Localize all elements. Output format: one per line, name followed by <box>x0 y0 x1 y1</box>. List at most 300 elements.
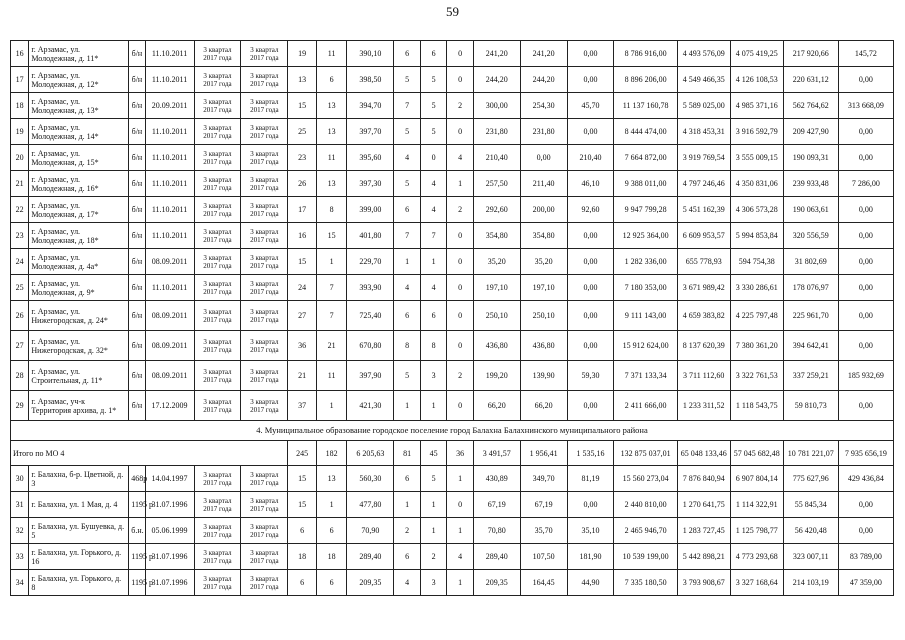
total-cell: 6 205,63 <box>347 441 394 466</box>
total-cell: 3 491,57 <box>473 441 520 466</box>
table-cell: 0,00 <box>838 492 893 518</box>
table-cell: 26 <box>288 171 317 197</box>
table-cell: 1 <box>447 518 474 544</box>
row-number: 29 <box>11 391 29 421</box>
document-number-cell: б/н <box>129 197 145 223</box>
table-cell: 3 711 112,60 <box>677 361 730 391</box>
resettlement-quarter-cell: 3 квартал 2017 года <box>241 301 288 331</box>
table-cell: 15 <box>288 249 317 275</box>
table-cell: 209,35 <box>347 570 394 596</box>
table-cell: 5 <box>420 119 447 145</box>
table-cell: 289,40 <box>347 544 394 570</box>
table-cell: 313 668,09 <box>838 93 893 119</box>
planned-quarter-cell: 3 квартал 2017 года <box>194 391 241 421</box>
table-cell: 81,19 <box>567 466 614 492</box>
resettlement-quarter-cell: 3 квартал 2017 года <box>241 67 288 93</box>
document-date-cell: 08.09.2011 <box>145 249 194 275</box>
table-cell: 15 <box>316 223 347 249</box>
table-cell: 562 764,62 <box>783 93 838 119</box>
table-cell: 1 <box>420 391 447 421</box>
table-cell: 11 137 160,78 <box>614 93 677 119</box>
table-cell: 3 <box>420 361 447 391</box>
table-cell: 4 773 293,68 <box>730 544 783 570</box>
table-cell: 0 <box>447 331 474 361</box>
table-cell: 1 <box>316 249 347 275</box>
table-cell: 199,20 <box>473 361 520 391</box>
table-cell: 0,00 <box>838 331 893 361</box>
total-cell: 45 <box>420 441 447 466</box>
table-cell: 0,00 <box>838 275 893 301</box>
document-number-cell: б/н <box>129 119 145 145</box>
table-cell: 0 <box>447 391 474 421</box>
document-number-cell: б/н <box>129 275 145 301</box>
table-cell: 47 359,00 <box>838 570 893 596</box>
table-cell: 6 <box>420 301 447 331</box>
table-cell: 7 180 353,00 <box>614 275 677 301</box>
table-cell: 397,70 <box>347 119 394 145</box>
table-cell: 10 539 199,00 <box>614 544 677 570</box>
row-number: 21 <box>11 171 29 197</box>
document-number-cell: б/н <box>129 331 145 361</box>
table-cell: 6 <box>316 518 347 544</box>
table-cell: 430,89 <box>473 466 520 492</box>
table-cell: 70,80 <box>473 518 520 544</box>
table-cell: 83 789,00 <box>838 544 893 570</box>
address-cell: г. Арзамас, ул. Молодежная, д. 11* <box>29 41 129 67</box>
table-cell: 21 <box>288 361 317 391</box>
table-cell: 190 063,61 <box>783 197 838 223</box>
document-date-cell: 17.12.2009 <box>145 391 194 421</box>
table-cell: 0,00 <box>838 518 893 544</box>
table-cell: 211,40 <box>520 171 567 197</box>
table-cell: 3 322 761,53 <box>730 361 783 391</box>
table-cell: 4 <box>447 145 474 171</box>
total-cell: 132 875 037,01 <box>614 441 677 466</box>
table-cell: 185 932,69 <box>838 361 893 391</box>
table-cell: 6 <box>394 197 421 223</box>
table-cell: 220 631,12 <box>783 67 838 93</box>
table-cell: 0,00 <box>838 223 893 249</box>
table-cell: 1 <box>420 518 447 544</box>
row-number: 27 <box>11 331 29 361</box>
table-cell: 2 <box>447 197 474 223</box>
table-cell: 1 <box>420 249 447 275</box>
table-cell: 354,80 <box>473 223 520 249</box>
table-cell: 17 <box>288 197 317 223</box>
table-cell: 67,19 <box>473 492 520 518</box>
table-cell: 18 <box>316 544 347 570</box>
table-cell: 67,19 <box>520 492 567 518</box>
table-cell: 21 <box>316 331 347 361</box>
planned-quarter-cell: 3 квартал 2017 года <box>194 466 241 492</box>
total-cell: 1 535,16 <box>567 441 614 466</box>
table-cell: 4 350 831,06 <box>730 171 783 197</box>
table-cell: 13 <box>316 466 347 492</box>
resettlement-quarter-cell: 3 квартал 2017 года <box>241 544 288 570</box>
planned-quarter-cell: 3 квартал 2017 года <box>194 570 241 596</box>
total-cell: 81 <box>394 441 421 466</box>
table-cell: 139,90 <box>520 361 567 391</box>
table-cell: 0,00 <box>838 145 893 171</box>
table-cell: 398,50 <box>347 67 394 93</box>
table-cell: 0,00 <box>567 223 614 249</box>
table-cell: 560,30 <box>347 466 394 492</box>
row-number: 17 <box>11 67 29 93</box>
table-cell: 18 <box>288 544 317 570</box>
table-row <box>11 492 894 518</box>
table-cell: 66,20 <box>473 391 520 421</box>
address-cell: г. Арзамас, ул. Нижегородская, д. 24* <box>29 301 129 331</box>
address-cell: г. Арзамас, ул. Молодежная, д. 13* <box>29 93 129 119</box>
table-cell: 250,10 <box>473 301 520 331</box>
table-cell: 0,00 <box>567 119 614 145</box>
table-cell: 9 947 799,28 <box>614 197 677 223</box>
resettlement-quarter-cell: 3 квартал 2017 года <box>241 518 288 544</box>
table-cell: 70,90 <box>347 518 394 544</box>
resettlement-quarter-cell: 3 квартал 2017 года <box>241 93 288 119</box>
row-number: 18 <box>11 93 29 119</box>
table-cell: 7 876 840,94 <box>677 466 730 492</box>
table-cell: 241,20 <box>520 41 567 67</box>
table-cell: 225 961,70 <box>783 301 838 331</box>
address-cell: г. Арзамас, ул. Молодежная, д. 4а* <box>29 249 129 275</box>
table-cell: 7 <box>316 275 347 301</box>
table-cell: 2 <box>447 361 474 391</box>
document-date-cell: 11.10.2011 <box>145 119 194 145</box>
table-row <box>11 145 894 171</box>
table-cell: 0,00 <box>520 145 567 171</box>
table-cell: 725,40 <box>347 301 394 331</box>
table-cell: 0,00 <box>838 301 893 331</box>
table-cell: 15 912 624,00 <box>614 331 677 361</box>
total-row <box>11 441 894 466</box>
document-date-cell: 11.10.2011 <box>145 171 194 197</box>
total-label: Итого по МО 4 <box>11 441 288 466</box>
table-row <box>11 466 894 492</box>
row-number: 28 <box>11 361 29 391</box>
document-date-cell: 31.07.1996 <box>145 492 194 518</box>
table-cell: 13 <box>316 171 347 197</box>
table-cell: 190 093,31 <box>783 145 838 171</box>
planned-quarter-cell: 3 квартал 2017 года <box>194 331 241 361</box>
document-date-cell: 14.04.1997 <box>145 466 194 492</box>
table-cell: 4 318 453,31 <box>677 119 730 145</box>
document-date-cell: 11.10.2011 <box>145 275 194 301</box>
table-cell: 5 451 162,39 <box>677 197 730 223</box>
table-cell: 145,72 <box>838 41 893 67</box>
table-row <box>11 391 894 421</box>
table-cell: 3 <box>420 570 447 596</box>
table-cell: 399,00 <box>347 197 394 223</box>
table-cell: 8 <box>316 197 347 223</box>
table-cell: 107,50 <box>520 544 567 570</box>
address-cell: г. Балахна, ул. Бушуевка, д. 5 <box>29 518 129 544</box>
table-cell: 477,80 <box>347 492 394 518</box>
document-number-cell: 1195 р <box>129 544 145 570</box>
document-date-cell: 11.10.2011 <box>145 197 194 223</box>
document-number-cell: б/н <box>129 145 145 171</box>
table-cell: 0 <box>447 275 474 301</box>
document-date-cell: 11.10.2011 <box>145 145 194 171</box>
table-cell: 323 007,11 <box>783 544 838 570</box>
planned-quarter-cell: 3 квартал 2017 года <box>194 119 241 145</box>
table-cell: 4 306 573,28 <box>730 197 783 223</box>
table-cell: 19 <box>288 41 317 67</box>
table-cell: 59 810,73 <box>783 391 838 421</box>
table-cell: 6 <box>394 41 421 67</box>
row-number: 25 <box>11 275 29 301</box>
table-cell: 5 589 025,00 <box>677 93 730 119</box>
row-number: 23 <box>11 223 29 249</box>
table-cell: 7 286,00 <box>838 171 893 197</box>
table-cell: 436,80 <box>473 331 520 361</box>
table-cell: 8 896 206,00 <box>614 67 677 93</box>
table-cell: 181,90 <box>567 544 614 570</box>
table-cell: 231,80 <box>520 119 567 145</box>
page-number: 59 <box>446 4 459 19</box>
planned-quarter-cell: 3 квартал 2017 года <box>194 518 241 544</box>
table-cell: 56 420,48 <box>783 518 838 544</box>
table-cell: 59,30 <box>567 361 614 391</box>
table-cell: 4 549 466,35 <box>677 67 730 93</box>
table-cell: 5 <box>420 67 447 93</box>
row-number: 16 <box>11 41 29 67</box>
table-cell: 390,10 <box>347 41 394 67</box>
section-row <box>11 421 894 441</box>
table-cell: 397,30 <box>347 171 394 197</box>
table-cell: 8 137 620,39 <box>677 331 730 361</box>
table-cell: 0,00 <box>838 67 893 93</box>
table-body-mo3 <box>11 41 894 421</box>
table-cell: 436,80 <box>520 331 567 361</box>
table-cell: 5 <box>420 93 447 119</box>
table-cell: 0 <box>447 119 474 145</box>
table-cell: 44,90 <box>567 570 614 596</box>
total-cell: 65 048 133,46 <box>677 441 730 466</box>
table-cell: 6 <box>288 570 317 596</box>
table-cell: 0 <box>447 41 474 67</box>
planned-quarter-cell: 3 квартал 2017 года <box>194 223 241 249</box>
table-cell: 7 <box>316 301 347 331</box>
table-cell: 35,20 <box>473 249 520 275</box>
table-cell: 45,70 <box>567 93 614 119</box>
table-cell: 1 282 336,00 <box>614 249 677 275</box>
document-date-cell: 08.09.2011 <box>145 301 194 331</box>
table-cell: 6 907 804,14 <box>730 466 783 492</box>
document-number-cell: б/н <box>129 391 145 421</box>
table-cell: 16 <box>288 223 317 249</box>
table-cell: 92,60 <box>567 197 614 223</box>
table-cell: 421,30 <box>347 391 394 421</box>
table-cell: 1 270 641,75 <box>677 492 730 518</box>
row-number: 24 <box>11 249 29 275</box>
table-cell: 1 118 543,75 <box>730 391 783 421</box>
table-cell: 178 076,97 <box>783 275 838 301</box>
address-cell: г. Балахна, ул. 1 Мая, д. 4 <box>29 492 129 518</box>
table-cell: 217 920,66 <box>783 41 838 67</box>
planned-quarter-cell: 3 квартал 2017 года <box>194 171 241 197</box>
table-cell: 0,00 <box>838 119 893 145</box>
table-cell: 401,80 <box>347 223 394 249</box>
table-cell: 4 <box>394 275 421 301</box>
table-cell: 3 671 989,42 <box>677 275 730 301</box>
table-cell: 0 <box>447 492 474 518</box>
table-cell: 0,00 <box>567 41 614 67</box>
table-cell: 0 <box>420 145 447 171</box>
document-number-cell: б/н <box>129 301 145 331</box>
table-cell: 164,45 <box>520 570 567 596</box>
table-row <box>11 301 894 331</box>
resettlement-quarter-cell: 3 квартал 2017 года <box>241 361 288 391</box>
table-row <box>11 275 894 301</box>
table-cell: 37 <box>288 391 317 421</box>
table-cell: 7 371 133,34 <box>614 361 677 391</box>
table-cell: 8 <box>394 331 421 361</box>
table-cell: 25 <box>288 119 317 145</box>
table-cell: 2 <box>394 518 421 544</box>
document-number-cell: 1195 р <box>129 492 145 518</box>
table-row <box>11 249 894 275</box>
table-cell: 4 <box>394 145 421 171</box>
total-cell: 7 935 656,19 <box>838 441 893 466</box>
table-cell: 4 <box>420 275 447 301</box>
table-cell: 209 427,90 <box>783 119 838 145</box>
table-cell: 1 <box>394 249 421 275</box>
table-cell: 1 283 727,45 <box>677 518 730 544</box>
resettlement-quarter-cell: 3 квартал 2017 года <box>241 145 288 171</box>
table-cell: 15 560 273,04 <box>614 466 677 492</box>
table-cell: 13 <box>316 93 347 119</box>
table-cell: 0 <box>447 249 474 275</box>
row-number: 20 <box>11 145 29 171</box>
table-cell: 4 <box>447 544 474 570</box>
table-cell: 655 778,93 <box>677 249 730 275</box>
table-cell: 0,00 <box>838 197 893 223</box>
table-cell: 349,70 <box>520 466 567 492</box>
table-cell: 394 642,41 <box>783 331 838 361</box>
table-cell: 5 442 898,21 <box>677 544 730 570</box>
table-cell: 1 233 311,52 <box>677 391 730 421</box>
table-cell: 300,00 <box>473 93 520 119</box>
table-row <box>11 518 894 544</box>
table-row <box>11 544 894 570</box>
table-cell: 0 <box>447 67 474 93</box>
table-row <box>11 171 894 197</box>
address-cell: г. Арзамас, ул. Молодежная, д. 17* <box>29 197 129 223</box>
resettlement-quarter-cell: 3 квартал 2017 года <box>241 249 288 275</box>
table-cell: 66,20 <box>520 391 567 421</box>
resettlement-quarter-cell: 3 квартал 2017 года <box>241 41 288 67</box>
resettlement-quarter-cell: 3 квартал 2017 года <box>241 570 288 596</box>
table-cell: 209,35 <box>473 570 520 596</box>
table-cell: 775 627,96 <box>783 466 838 492</box>
address-cell: г. Арзамас, ул. Молодежная, д. 12* <box>29 67 129 93</box>
section-title: 4. Муниципальное образование городское поселение город Балахна Балахнинского муниципального района <box>11 421 894 441</box>
table-cell: 0,00 <box>838 249 893 275</box>
table-cell: 670,80 <box>347 331 394 361</box>
table-cell: 55 845,34 <box>783 492 838 518</box>
total-cell: 245 <box>288 441 317 466</box>
table-cell: 0,00 <box>567 275 614 301</box>
resettlement-quarter-cell: 3 квартал 2017 года <box>241 223 288 249</box>
table-cell: 3 793 908,67 <box>677 570 730 596</box>
table-cell: 4 659 383,82 <box>677 301 730 331</box>
table-cell: 4 <box>420 197 447 223</box>
table-cell: 289,40 <box>473 544 520 570</box>
table-cell: 3 919 769,54 <box>677 145 730 171</box>
resettlement-quarter-cell: 3 квартал 2017 года <box>241 391 288 421</box>
planned-quarter-cell: 3 квартал 2017 года <box>194 145 241 171</box>
table-cell: 2 411 666,00 <box>614 391 677 421</box>
table-cell: 395,60 <box>347 145 394 171</box>
table-cell: 15 <box>288 466 317 492</box>
table-cell: 35,70 <box>520 518 567 544</box>
table-cell: 3 327 168,64 <box>730 570 783 596</box>
document-number-cell: б.н. <box>129 518 145 544</box>
table-cell: 337 259,21 <box>783 361 838 391</box>
table-row <box>11 197 894 223</box>
table-cell: 0,00 <box>567 301 614 331</box>
table-cell: 200,00 <box>520 197 567 223</box>
resettlement-quarter-cell: 3 квартал 2017 года <box>241 197 288 223</box>
table-cell: 11 <box>316 361 347 391</box>
planned-quarter-cell: 3 квартал 2017 года <box>194 249 241 275</box>
table-cell: 7 664 872,00 <box>614 145 677 171</box>
planned-quarter-cell: 3 квартал 2017 года <box>194 492 241 518</box>
planned-quarter-cell: 3 квартал 2017 года <box>194 93 241 119</box>
document-number-cell: б/н <box>129 361 145 391</box>
table-cell: 1 <box>394 391 421 421</box>
table-cell: 36 <box>288 331 317 361</box>
table-cell: 2 <box>420 544 447 570</box>
table-cell: 15 <box>288 492 317 518</box>
document-date-cell: 11.10.2011 <box>145 41 194 67</box>
document-number-cell: б/н <box>129 67 145 93</box>
table-cell: 3 916 592,79 <box>730 119 783 145</box>
planned-quarter-cell: 3 квартал 2017 года <box>194 67 241 93</box>
table-cell: 6 <box>420 41 447 67</box>
table-cell: 197,10 <box>520 275 567 301</box>
row-number: 34 <box>11 570 29 596</box>
total-cell: 182 <box>316 441 347 466</box>
table-cell: 5 <box>420 466 447 492</box>
table-cell: 4 225 797,48 <box>730 301 783 331</box>
table-cell: 0,00 <box>567 67 614 93</box>
table-cell: 1 <box>316 492 347 518</box>
table-cell: 2 <box>447 93 474 119</box>
table-cell: 241,20 <box>473 41 520 67</box>
table-cell: 5 <box>394 361 421 391</box>
table-cell: 1 <box>447 570 474 596</box>
table-cell: 7 380 361,20 <box>730 331 783 361</box>
address-cell: г. Балахна, ул. Горького, д. 16 <box>29 544 129 570</box>
table-cell: 429 436,84 <box>838 466 893 492</box>
document-date-cell: 08.09.2011 <box>145 361 194 391</box>
address-cell: г. Арзамас, ул. Нижегородская, д. 32* <box>29 331 129 361</box>
table-cell: 2 440 810,00 <box>614 492 677 518</box>
table-cell: 0,00 <box>567 391 614 421</box>
planned-quarter-cell: 3 квартал 2017 года <box>194 301 241 331</box>
table-cell: 210,40 <box>473 145 520 171</box>
table-cell: 0,00 <box>567 331 614 361</box>
table-cell: 46,10 <box>567 171 614 197</box>
table-cell: 244,20 <box>473 67 520 93</box>
table-cell: 4 075 419,25 <box>730 41 783 67</box>
document-number-cell: 468р <box>129 466 145 492</box>
table-cell: 4 <box>420 171 447 197</box>
document-date-cell: 05.06.1999 <box>145 518 194 544</box>
address-cell: г. Арзамас, ул. Молодежная, д. 18* <box>29 223 129 249</box>
